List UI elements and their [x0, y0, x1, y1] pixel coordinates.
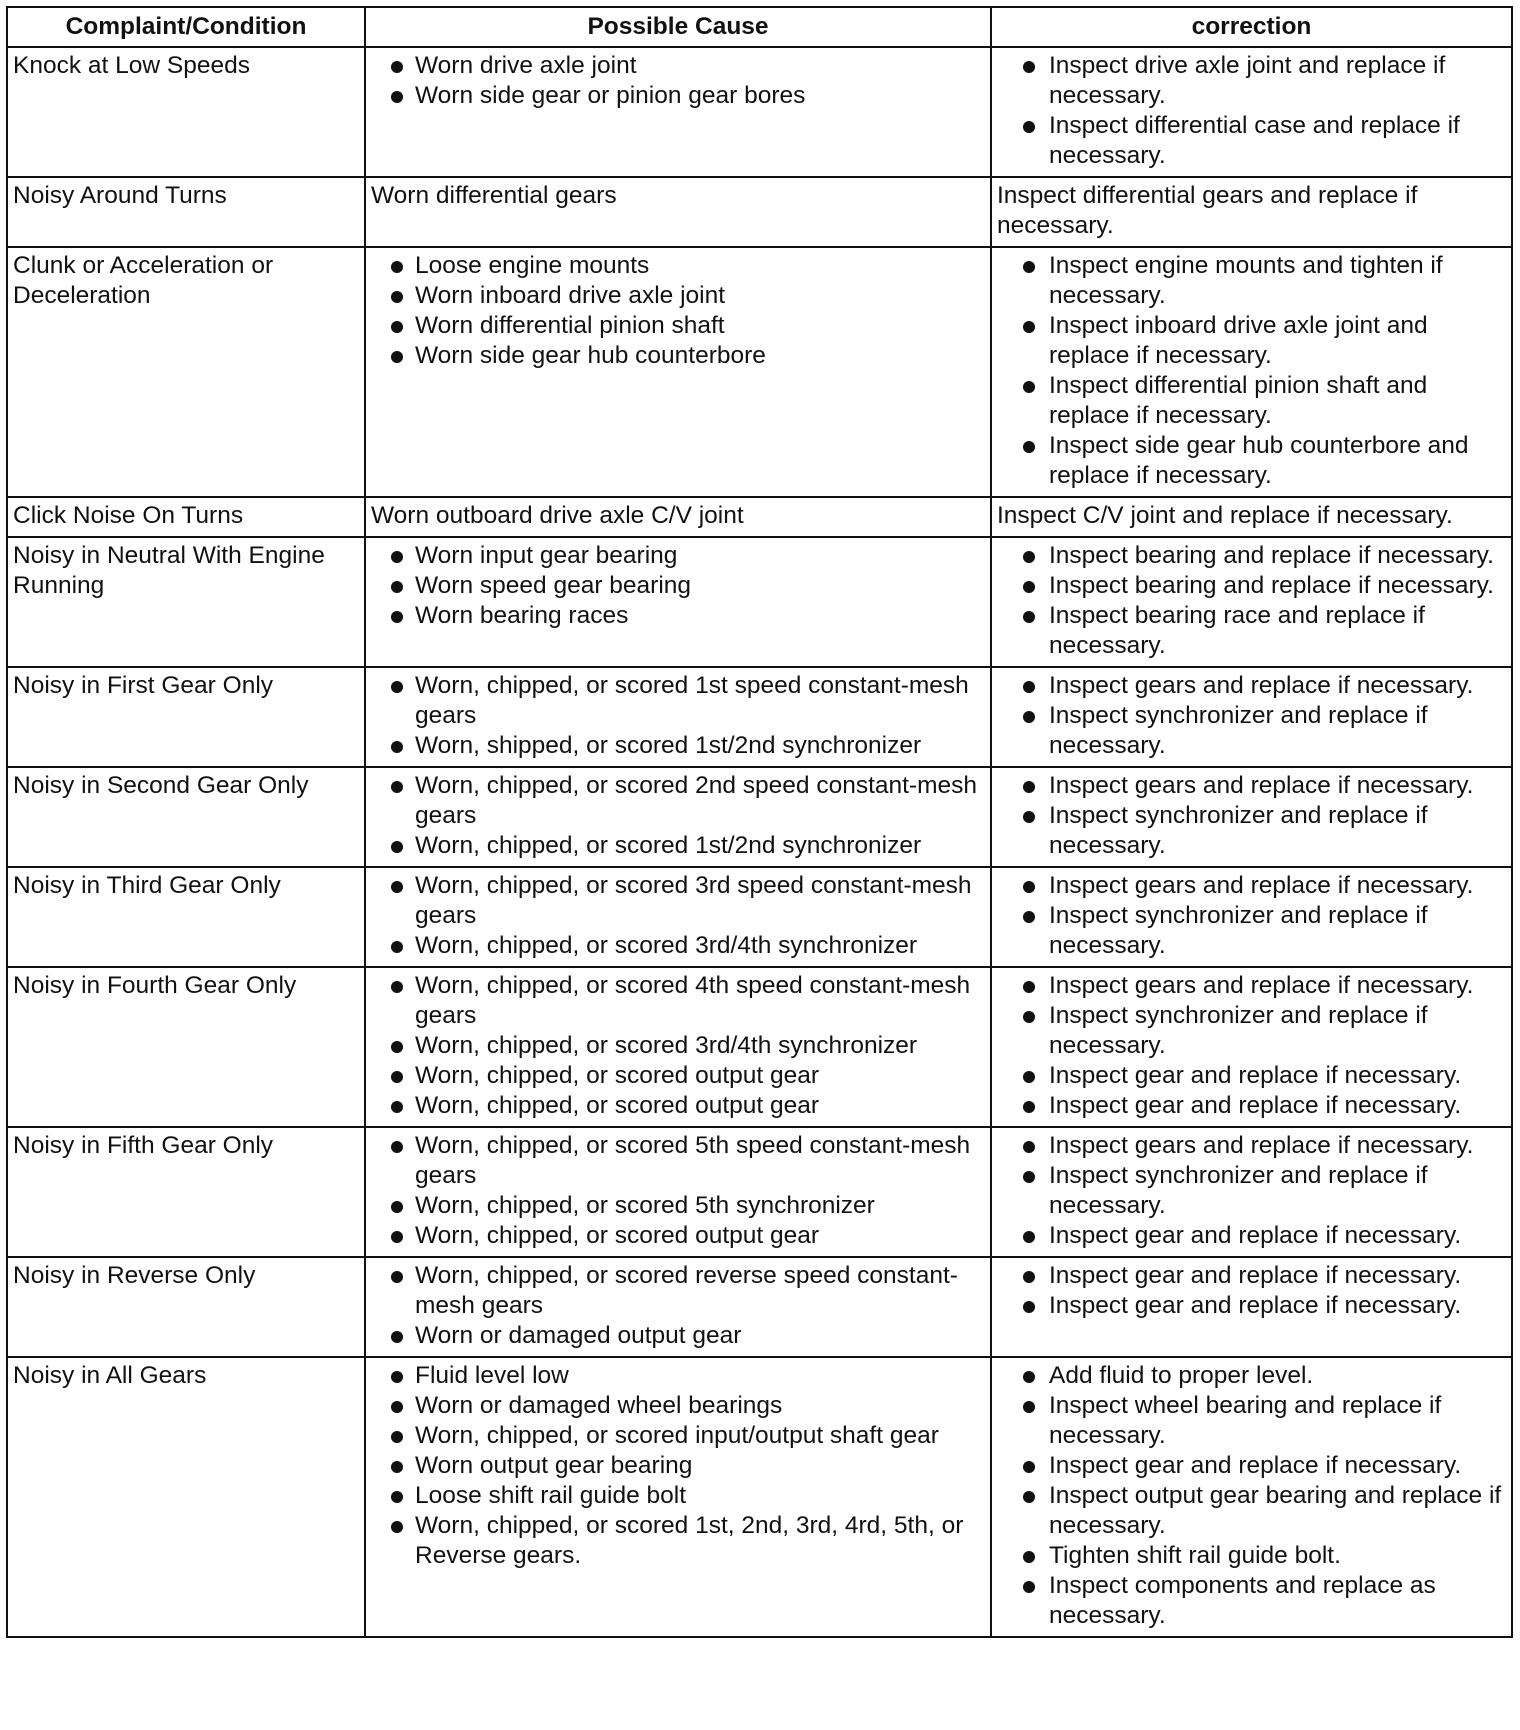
correction-item: Inspect gear and replace if necessary. [997, 1061, 1506, 1091]
cause-item: Loose engine mounts [371, 251, 985, 281]
cause-list [371, 671, 985, 761]
table-row [7, 247, 1512, 497]
table-row [7, 967, 1512, 1127]
correction-list [997, 871, 1506, 961]
correction-item: Inspect gear and replace if necessary. [997, 1261, 1506, 1291]
condition-cell: Click Noise On Turns [7, 497, 365, 537]
cause-item: Worn bearing races [371, 601, 985, 631]
correction-list [997, 251, 1506, 491]
correction-item: Inspect gear and replace if necessary. [997, 1221, 1506, 1251]
cause-item: Worn or damaged output gear [371, 1321, 985, 1351]
correction-item: Tighten shift rail guide bolt. [997, 1541, 1506, 1571]
condition-cell: Knock at Low Speeds [7, 47, 365, 177]
correction-list [997, 971, 1506, 1121]
correction-cell [991, 47, 1512, 177]
table-row [7, 177, 1512, 247]
cause-item: Worn output gear bearing [371, 1451, 985, 1481]
correction-text: Inspect differential gears and replace if necessary. [997, 182, 1418, 239]
correction-cell [991, 667, 1512, 767]
cause-item: Worn, chipped, or scored output gear [371, 1221, 985, 1251]
cause-item: Fluid level low [371, 1361, 985, 1391]
correction-item: Inspect engine mounts and tighten if necessary. [997, 251, 1506, 311]
correction-list [997, 671, 1506, 761]
cause-list [371, 971, 985, 1121]
correction-item: Add fluid to proper level. [997, 1361, 1506, 1391]
possible-cause-cell [365, 247, 991, 497]
cause-list [371, 541, 985, 631]
table-row [7, 47, 1512, 177]
condition-cell: Noisy in Third Gear Only [7, 867, 365, 967]
correction-item: Inspect synchronizer and replace if necessary. [997, 901, 1506, 961]
correction-item: Inspect gear and replace if necessary. [997, 1451, 1506, 1481]
cause-list [371, 1261, 985, 1351]
correction-text: Inspect C/V joint and replace if necessary. [997, 502, 1453, 529]
cause-item: Worn, chipped, or scored reverse speed constant-mesh gears [371, 1261, 985, 1321]
cause-text: Worn differential gears [371, 182, 617, 209]
condition-cell: Clunk or Acceleration or Deceleration [7, 247, 365, 497]
correction-item: Inspect differential pinion shaft and replace if necessary. [997, 371, 1506, 431]
possible-cause-cell [365, 767, 991, 867]
table-row [7, 867, 1512, 967]
table-body [7, 47, 1512, 1637]
correction-item: Inspect gears and replace if necessary. [997, 871, 1506, 901]
correction-cell [991, 767, 1512, 867]
cause-item: Worn, chipped, or scored 3rd/4th synchronizer [371, 931, 985, 961]
condition-cell: Noisy in Second Gear Only [7, 767, 365, 867]
cause-item: Worn input gear bearing [371, 541, 985, 571]
cause-item: Worn or damaged wheel bearings [371, 1391, 985, 1421]
cause-item: Worn, chipped, or scored output gear [371, 1091, 985, 1121]
condition-cell: Noisy in Reverse Only [7, 1257, 365, 1357]
condition-cell: Noisy in Fifth Gear Only [7, 1127, 365, 1257]
possible-cause-cell [365, 47, 991, 177]
cause-item: Worn, chipped, or scored 5th speed constant-mesh gears [371, 1131, 985, 1191]
correction-list [997, 1131, 1506, 1251]
cause-item: Worn, chipped, or scored 3rd speed constant-mesh gears [371, 871, 985, 931]
correction-cell [991, 967, 1512, 1127]
header-row [7, 7, 1512, 47]
correction-item: Inspect components and replace as necessary. [997, 1571, 1506, 1631]
condition-cell: Noisy in Fourth Gear Only [7, 967, 365, 1127]
table-row [7, 767, 1512, 867]
condition-cell: Noisy in First Gear Only [7, 667, 365, 767]
possible-cause-cell [365, 497, 991, 537]
correction-item: Inspect side gear hub counterbore and replace if necessary. [997, 431, 1506, 491]
cause-item: Worn, chipped, or scored input/output shaft gear [371, 1421, 985, 1451]
cause-item: Worn, chipped, or scored 4th speed constant-mesh gears [371, 971, 985, 1031]
correction-cell [991, 1257, 1512, 1357]
cause-list [371, 871, 985, 961]
cause-item: Worn side gear hub counterbore [371, 341, 985, 371]
cause-item: Loose shift rail guide bolt [371, 1481, 985, 1511]
correction-cell [991, 537, 1512, 667]
correction-list [997, 771, 1506, 861]
possible-cause-cell [365, 1257, 991, 1357]
correction-list [997, 1361, 1506, 1631]
correction-item: Inspect inboard drive axle joint and replace if necessary. [997, 311, 1506, 371]
condition-cell: Noisy in Neutral With Engine Running [7, 537, 365, 667]
cause-list [371, 51, 985, 111]
correction-item: Inspect output gear bearing and replace if necessary. [997, 1481, 1506, 1541]
possible-cause-cell [365, 667, 991, 767]
cause-item: Worn, chipped, or scored 3rd/4th synchronizer [371, 1031, 985, 1061]
correction-item: Inspect wheel bearing and replace if necessary. [997, 1391, 1506, 1451]
cause-item: Worn differential pinion shaft [371, 311, 985, 341]
correction-list [997, 541, 1506, 661]
cause-list [371, 771, 985, 861]
correction-list [997, 1261, 1506, 1321]
possible-cause-cell [365, 867, 991, 967]
table-row [7, 1357, 1512, 1637]
table-row [7, 1127, 1512, 1257]
cause-list [371, 251, 985, 371]
cause-item: Worn, chipped, or scored 1st speed constant-mesh gears [371, 671, 985, 731]
correction-item: Inspect gears and replace if necessary. [997, 971, 1506, 1001]
correction-item: Inspect gear and replace if necessary. [997, 1091, 1506, 1121]
correction-item: Inspect gears and replace if necessary. [997, 671, 1506, 701]
correction-item: Inspect synchronizer and replace if necessary. [997, 801, 1506, 861]
table-row [7, 667, 1512, 767]
cause-item: Worn inboard drive axle joint [371, 281, 985, 311]
correction-item: Inspect drive axle joint and replace if necessary. [997, 51, 1506, 111]
table-row [7, 497, 1512, 537]
condition-cell: Noisy Around Turns [7, 177, 365, 247]
cause-list [371, 1361, 985, 1571]
table-row [7, 537, 1512, 667]
correction-item: Inspect bearing and replace if necessary. [997, 571, 1506, 601]
correction-cell [991, 177, 1512, 247]
possible-cause-cell [365, 177, 991, 247]
correction-cell [991, 1127, 1512, 1257]
correction-item: Inspect bearing race and replace if necessary. [997, 601, 1506, 661]
correction-item: Inspect synchronizer and replace if necessary. [997, 1161, 1506, 1221]
table-row [7, 1257, 1512, 1357]
possible-cause-cell [365, 537, 991, 667]
troubleshooting-table [6, 6, 1513, 1638]
correction-item: Inspect gears and replace if necessary. [997, 1131, 1506, 1161]
cause-item: Worn, chipped, or scored 5th synchronizer [371, 1191, 985, 1221]
correction-cell [991, 247, 1512, 497]
cause-item: Worn, chipped, or scored 1st/2nd synchronizer [371, 831, 985, 861]
possible-cause-cell [365, 967, 991, 1127]
cause-item: Worn drive axle joint [371, 51, 985, 81]
correction-cell [991, 1357, 1512, 1637]
possible-cause-cell [365, 1357, 991, 1637]
cause-item: Worn, shipped, or scored 1st/2nd synchronizer [371, 731, 985, 761]
header-possible-cause: Possible Cause [365, 7, 991, 47]
correction-list [997, 51, 1506, 171]
correction-cell [991, 497, 1512, 537]
cause-item: Worn side gear or pinion gear bores [371, 81, 985, 111]
correction-item: Inspect differential case and replace if necessary. [997, 111, 1506, 171]
correction-cell [991, 867, 1512, 967]
cause-item: Worn, chipped, or scored 2nd speed constant-mesh gears [371, 771, 985, 831]
correction-item: Inspect bearing and replace if necessary. [997, 541, 1506, 571]
correction-item: Inspect gear and replace if necessary. [997, 1291, 1506, 1321]
cause-item: Worn, chipped, or scored output gear [371, 1061, 985, 1091]
cause-item: Worn speed gear bearing [371, 571, 985, 601]
condition-cell: Noisy in All Gears [7, 1357, 365, 1637]
correction-item: Inspect synchronizer and replace if necessary. [997, 1001, 1506, 1061]
correction-item: Inspect gears and replace if necessary. [997, 771, 1506, 801]
correction-item: Inspect synchronizer and replace if necessary. [997, 701, 1506, 761]
header-complaint-condition: Complaint/Condition [7, 7, 365, 47]
cause-item: Worn, chipped, or scored 1st, 2nd, 3rd, 4rd, 5th, or Reverse gears. [371, 1511, 985, 1571]
possible-cause-cell [365, 1127, 991, 1257]
cause-text: Worn outboard drive axle C/V joint [371, 502, 744, 529]
cause-list [371, 1131, 985, 1251]
header-correction: correction [991, 7, 1512, 47]
